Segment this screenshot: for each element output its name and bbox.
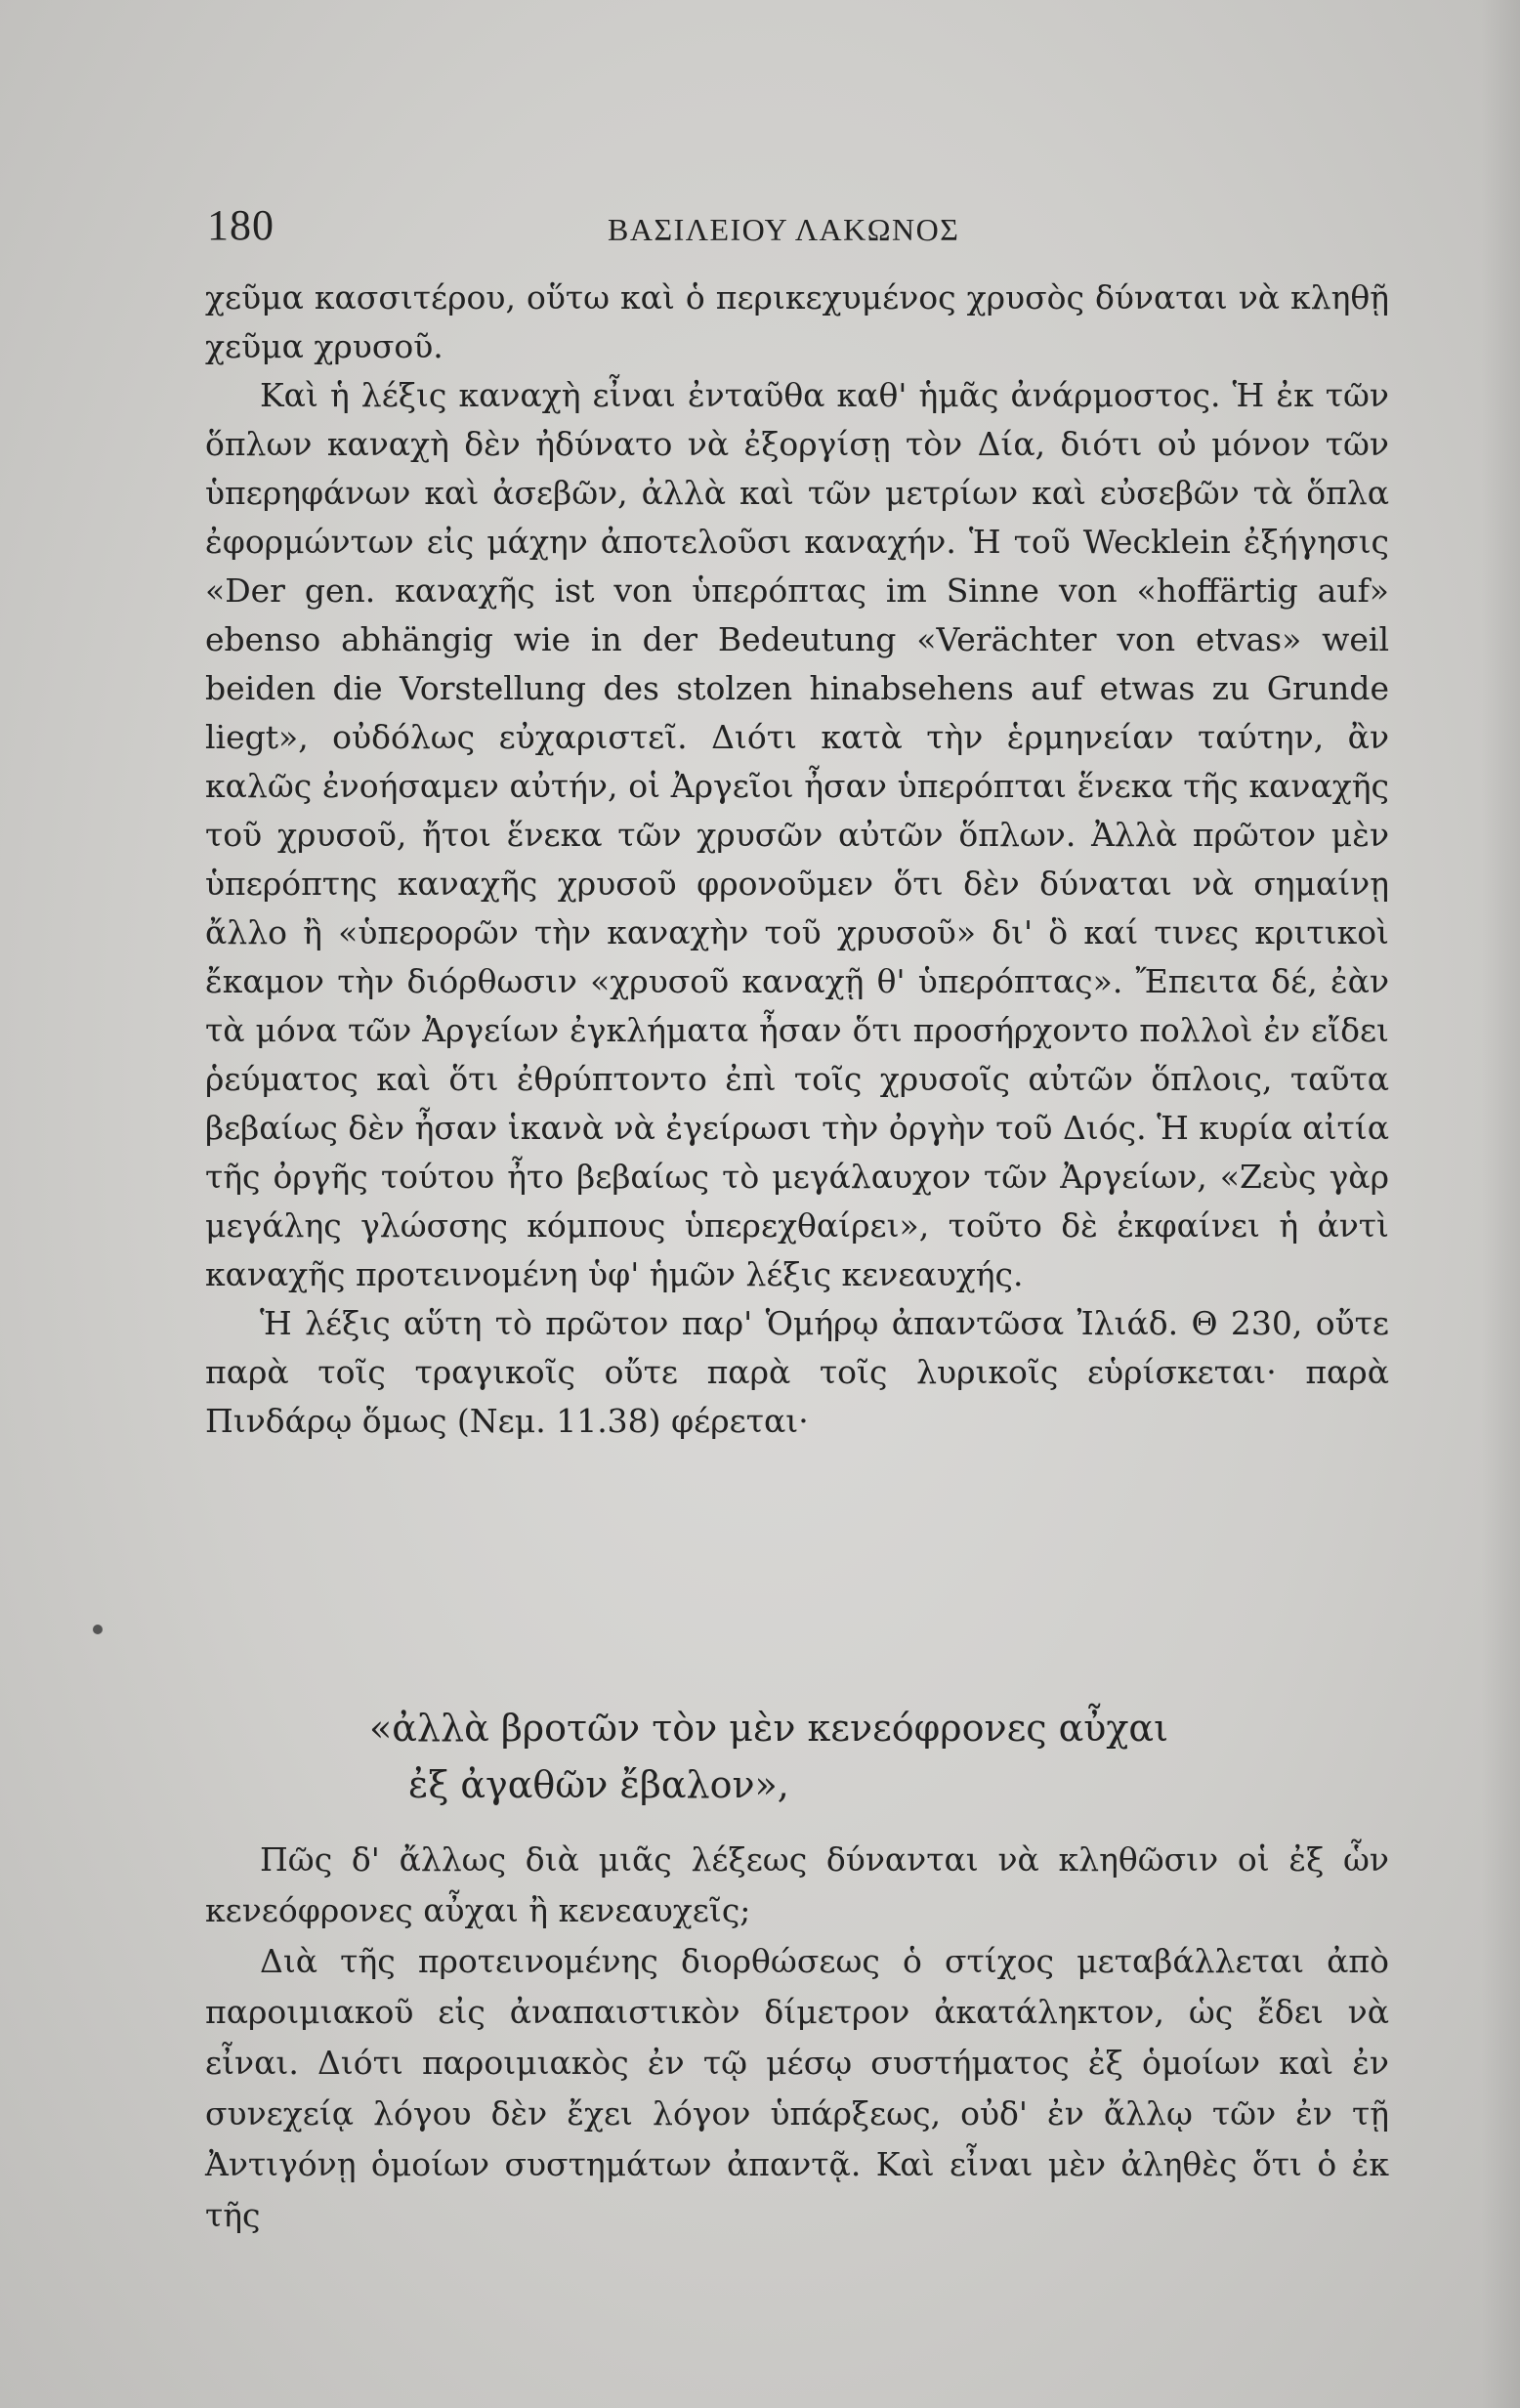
continuation-text-block <box>205 1835 1389 2241</box>
margin-mark <box>93 1625 103 1634</box>
paragraph: Ἡ λέξις αὕτη τὸ πρῶτον παρ' Ὁμήρῳ ἀπαντῶσα Ἰλιάδ. Θ 230, οὔτε παρὰ τοῖς τραγικοῖς οὔτε παρὰ τοῖς λυρικοῖς εὑρίσκεται· παρὰ Πινδάρῳ ὅμως (Νεμ. 11.38) φέρεται· <box>205 1304 1389 1440</box>
paragraph: χεῦμα κασσιτέρου, οὕτω καὶ ὁ περικεχυμένος χρυσὸς δύναται νὰ κληθῇ χεῦμα χρυσοῦ. <box>205 278 1389 365</box>
verse-line: ἐξ ἀγαθῶν ἔβαλον», <box>408 1763 789 1806</box>
paragraph: Διὰ τῆς προτεινομένης διορθώσεως ὁ στίχος μεταβάλλεται ἀπὸ παροιμιακοῦ εἰς ἀναπαιστικὸν δίμετρον ἀκατάληκτον, ὡς ἔδει νὰ εἶναι. Διότι παροιμιακὸς ἐν τῷ μέσῳ συστήματος ἐξ ὁμοίων καὶ ἐν συνεχείᾳ λόγου δὲν ἔχει λόγον ὑπάρξεως, οὐδ' ἐν ἄλλῳ τῶν ἐν τῇ Ἀντιγόνῃ ὁμοίων συστημάτων ἀπαντᾷ. Καὶ εἶναι μὲν ἀληθὲς ὅτι ὁ ἐκ τῆς <box>205 1942 1389 2234</box>
page-header <box>207 200 1389 259</box>
verse-line: «ἀλλὰ βροτῶν τὸν μὲν κενεόφρονες αὖχαι <box>369 1707 1168 1750</box>
paragraph: Πῶς δ' ἄλλως διὰ μιᾶς λέξεως δύνανται νὰ κληθῶσιν οἱ ἐξ ὧν κενεόφρονες αὖχαι ἢ κενεαυχεῖς; <box>205 1840 1389 1929</box>
running-head: ΒΑΣΙΛΕΙΟΥ ΛΑΚΩΝΟΣ <box>608 212 960 247</box>
main-text-block <box>205 274 1389 1446</box>
page-number: 180 <box>207 201 274 249</box>
page-edge-shadow <box>1481 0 1520 2408</box>
paragraph: Καὶ ἡ λέξις καναχὴ εἶναι ἐνταῦθα καθ' ἡμᾶς ἀνάρμοστος. Ἡ ἐκ τῶν ὅπλων καναχὴ δὲν ἠδύνατο νὰ ἐξοργίσῃ τὸν Δία, διότι οὐ μόνον τῶν ὑπερηφάνων καὶ ἀσεβῶν, ἀλλὰ καὶ τῶν μετρίων καὶ εὐσεβῶν τὰ ὅπλα ἐφορμώντων εἰς μάχην ἀποτελοῦσι καναχήν. Ἡ τοῦ Wecklein ἐξήγησις «Der gen. καναχῆς ist von ὑπερόπτας im Sinne von «hoffärtig auf» ebenso abhängig wie in der Bedeutung «Verächter von etvas» weil beiden die Vorstellung des stolzen hinabsehens auf etwas zu Grunde liegt», οὐδόλως εὐχαριστεῖ. Διότι κατὰ τὴν ἑρμηνείαν ταύτην, ἂν καλῶς ἐνοήσαμεν αὐτήν, οἱ Ἀργεῖοι ἦσαν ὑπερόπται ἕνεκα τῆς καναχῆς τοῦ χρυσοῦ, ἤτοι ἕνεκα τῶν χρυσῶν αὐτῶν ὅπλων. Ἀλλὰ πρῶτον μὲν ὑπερόπτης καναχῆς χρυσοῦ φρονοῦμεν ὅτι δὲν δύναται νὰ σημαίνῃ ἄλλο ἢ «ὑπερορῶν τὴν καναχὴν τοῦ χρυσοῦ» δι' ὃ καί τινες κριτικοὶ ἔκαμον τὴν διόρθωσιν «χρυσοῦ καναχῇ θ' ὑπερόπτας». Ἔπειτα δέ, ἐὰν τὰ μόνα τῶν Ἀργείων ἐγκλήματα ἦσαν ὅτι προσήρχοντο πολλοὶ ἐν εἴδει ῥεύματος καὶ ὅτι ἐθρύπτοντο ἐπὶ τοῖς χρυσοῖς αὐτῶν ὅπλοις, ταῦτα βεβαίως δὲν ἦσαν ἱκανὰ νὰ ἐγείρωσι τὴν ὀργὴν τοῦ Διός. Ἡ κυρία αἰτία τῆς ὀργῆς τούτου ἦτο βεβαίως τὸ μεγάλαυχον τῶν Ἀργείων, «Ζεὺς γὰρ μεγάλης γλώσσης κόμπους ὑπερεχθαίρει», τοῦτο δὲ ἐκφαίνει ἡ ἀντὶ καναχῆς προτεινομένη ὑφ' ἡμῶν λέξις κενεαυχής. <box>205 376 1389 1293</box>
verse-quotation <box>369 1700 1346 1813</box>
